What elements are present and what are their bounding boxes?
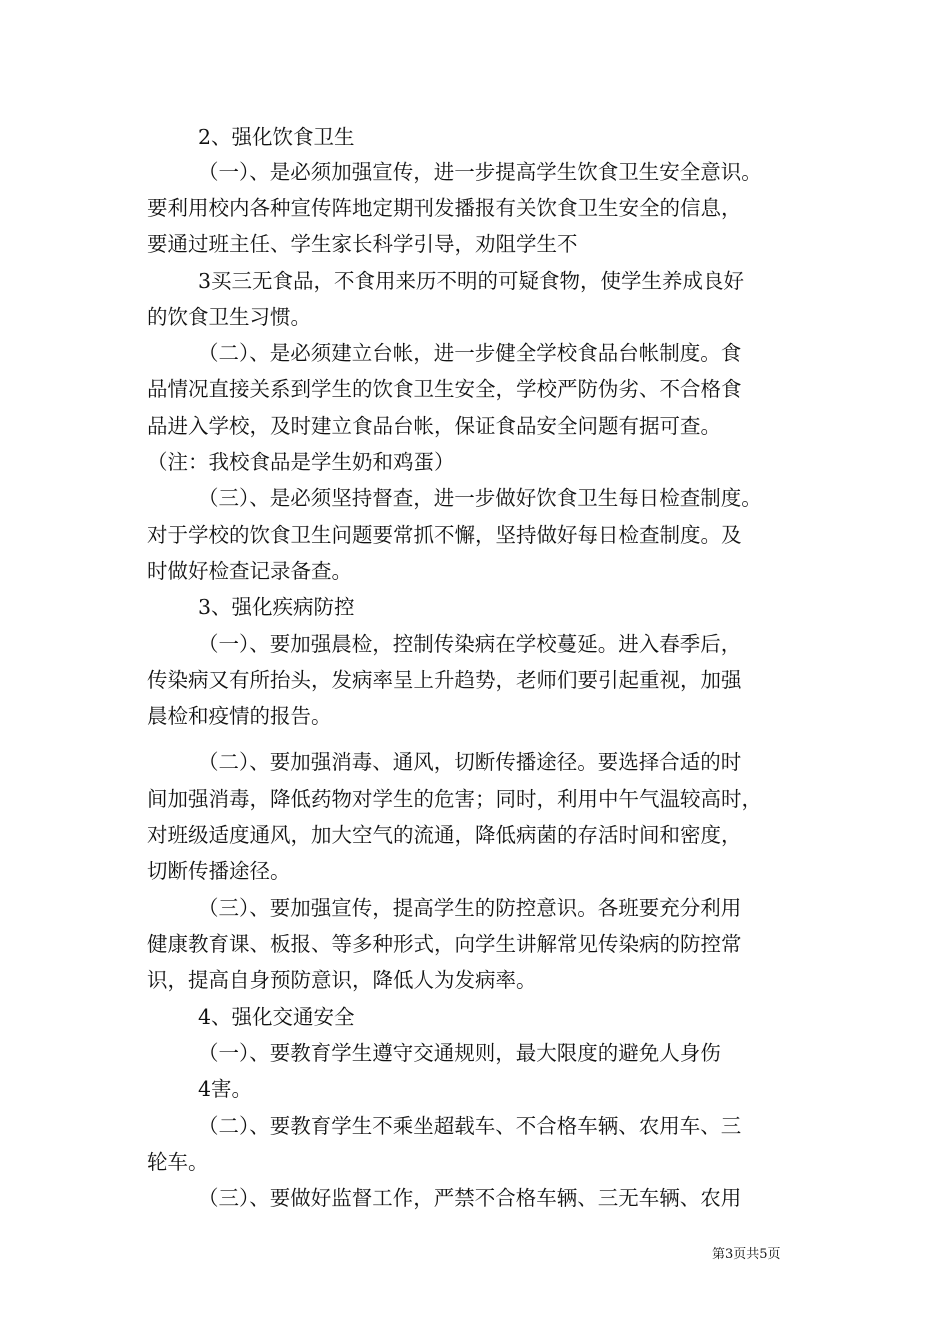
text-line: 轮车。 (147, 1150, 209, 1174)
text-line: 晨检和疫情的报告。 (147, 704, 332, 728)
text-line: 的饮食卫生习惯。 (147, 305, 311, 329)
text-line: （二）、要加强消毒、通风，切断传播途径。要选择合适的时 (198, 750, 742, 774)
text-line: （三）、是必须坚持督查，进一步做好饮食卫生每日检查制度。 (198, 486, 762, 510)
text-line: 对班级适度通风，加大空气的流通，降低病菌的存活时间和密度， (147, 823, 742, 847)
section-heading-3: 3、强化疾病防控 (198, 595, 355, 619)
section-heading-2: 2、强化饮食卫生 (198, 125, 355, 149)
text-line: （二）、是必须建立台帐，进一步健全学校食品台帐制度。食 (198, 341, 742, 365)
text-line: 3买三无食品，不食用来历不明的可疑食物，使学生养成良好 (198, 269, 745, 293)
text-line: 切断传播途径。 (147, 859, 291, 883)
text-line: （注：我校食品是学生奶和鸡蛋） (147, 450, 455, 474)
text-line: 要通过班主任、学生家长科学引导，劝阻学生不 (147, 232, 578, 256)
text-line: （二）、要教育学生不乘坐超载车、不合格车辆、农用车、三 (198, 1114, 742, 1138)
text-line: 时做好检查记录备查。 (147, 559, 352, 583)
text-line: 品进入学校，及时建立食品台帐，保证食品安全问题有据可查。 (147, 414, 721, 438)
text-line: 4害。 (198, 1077, 253, 1101)
section-heading-4: 4、强化交通安全 (198, 1005, 355, 1029)
text-line: 传染病又有所抬头，发病率呈上升趋势，老师们要引起重视，加强 (147, 668, 742, 692)
text-line: 对于学校的饮食卫生问题要常抓不懈，坚持做好每日检查制度。及 (147, 523, 742, 547)
text-line: （一）、要教育学生遵守交通规则，最大限度的避免人身伤 (198, 1041, 721, 1065)
text-line: （一）、要加强晨检，控制传染病在学校蔓延。进入春季后， (198, 632, 742, 656)
text-line: （三）、要加强宣传，提高学生的防控意识。各班要充分利用 (198, 896, 742, 920)
text-line: 识，提高自身预防意识，降低人为发病率。 (147, 968, 537, 992)
page-number: 第3页共5页 (712, 1247, 781, 1262)
text-line: （三）、要做好监督工作，严禁不合格车辆、三无车辆、农用 (198, 1186, 742, 1210)
text-line: 要利用校内各种宣传阵地定期刊发播报有关饮食卫生安全的信息， (147, 196, 742, 220)
text-line: 健康教育课、板报、等多种形式，向学生讲解常见传染病的防控常 (147, 932, 742, 956)
text-line: 间加强消毒，降低药物对学生的危害；同时，利用中午气温较高时， (147, 787, 762, 811)
text-line: 品情况直接关系到学生的饮食卫生安全，学校严防伪劣、不合格食 (147, 377, 742, 401)
text-line: （一）、是必须加强宣传，进一步提高学生饮食卫生安全意识。 (198, 160, 762, 184)
